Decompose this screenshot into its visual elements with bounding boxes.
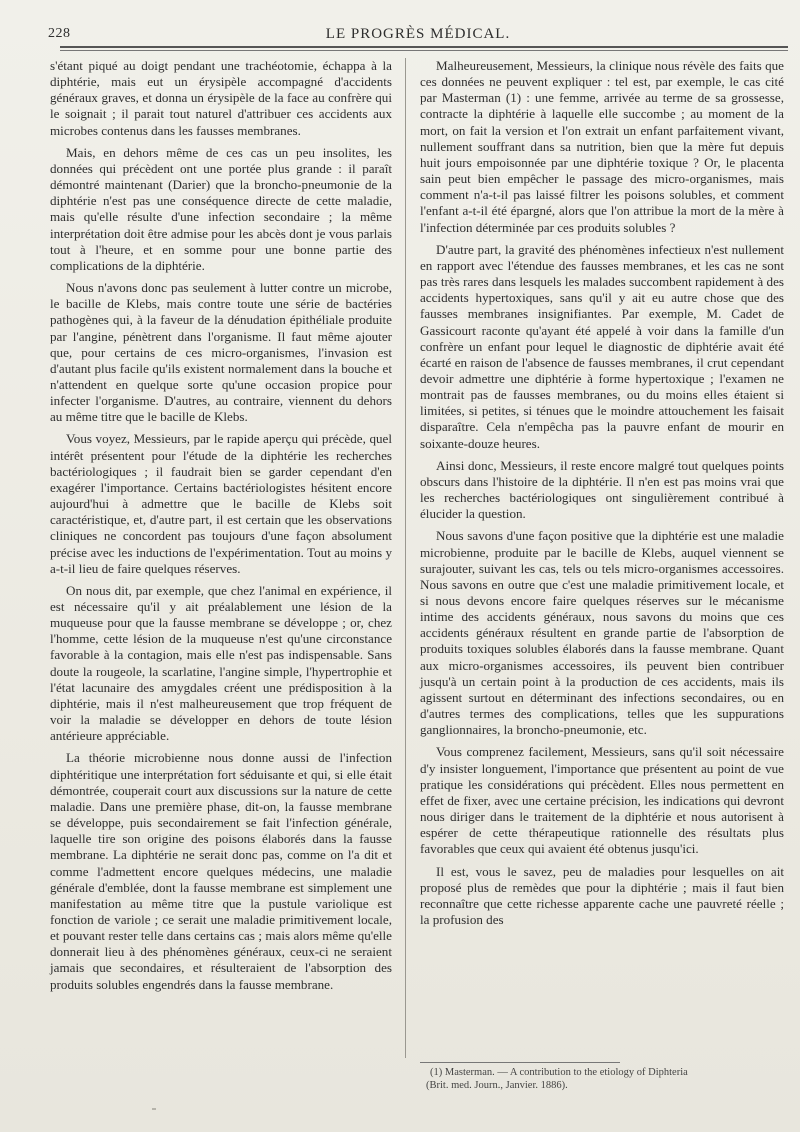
footnote-line: (1) Masterman. — A contribution to the etiology of Diphteria [430, 1067, 688, 1078]
paragraph: s'étant piqué au doigt pendant une trachéotomie, échappa à la diphtérie, mais eut un érysipèle accompagné d'accidents généraux graves, et donna un érysipèle de la face au confrère qui le soignait ; il parait tout naturel d'attribuer ces accidents aux microbes contenus dans les fausses membranes. [50, 58, 392, 138]
page-number: 228 [48, 26, 71, 41]
paragraph: Nous savons d'une façon positive que la diphtérie est une maladie microbienne, produite par le bacille de Klebs, auquel viennent se surajouter, suivant les cas, tels ou tels micro-organismes accessoires. Nous savons en outre que c'est une maladie primitivement locale, et si nous devons encore faire quelques réserves sur le mécanisme intime des accidents généraux, nous savons du moins que ces accidents généraux résultent en grande partie de l'absorption de produits toxiques solubles élaborés dans la fausse membrane. Quant aux micro-organismes accessoires, ils peuvent bien contribuer jusqu'à un certain point à la production de ces accidents, mais ils agissent surtout en déterminant des infections secondaires, ou en d'autres termes des complications, telles que les suppurations ganglionnaires, la broncho-pneumonie, etc. [420, 528, 784, 738]
footnote-line: (Brit. med. Journ., Janvier. 1886). [426, 1080, 568, 1091]
right-column [420, 58, 784, 934]
paragraph: Mais, en dehors même de ces cas un peu insolites, les données qui précèdent ont une portée plus grande : il paraît démontré maintenant (Darier) que la broncho-pneumonie de la diphtérie n'est pas une conséquence directe de cette maladie, mais qu'elle résulte d'une infection secondaire ; la même interprétation doit être admise pour les abcès dont je vous parlais tout à l'heure, et en somme pour une bonne partie des complications de la diphtérie. [50, 144, 392, 273]
footnote-rule [420, 1062, 620, 1063]
page-header [48, 26, 788, 44]
header-rule-thin [60, 50, 788, 51]
running-title: LE PROGRÈS MÉDICAL. [325, 26, 511, 42]
paragraph: Vous comprenez facilement, Messieurs, sans qu'il soit nécessaire d'y insister longuement, l'importance que présentent au point de vue pratique les considérations qui précèdent. Elles nous permettent en effet de fixer, avec une certaine précision, les indications qui devront nous diriger dans le traitement de la diphtérie et nous autorisent à espérer de cette thérapeutique rationnelle des résultats plus favorables que ceux qui avaient été obtenus jusqu'ici. [420, 744, 784, 857]
paragraph: La théorie microbienne nous donne aussi de l'infection diphtéritique une interprétation fort séduisante et qui, si elle était démontrée, couperait court aux discussions sur la nature de cette maladie. Dans une première phase, dit-on, la fausse membrane se développe, puis secondairement se fait l'infection générale, laquelle tire son origine des poisons élaborés dans la fausse membrane. La diphtérie ne serait donc pas, comme on l'a dit et comme l'admettent encore quelques médecins, une maladie générale d'emblée, dont la fausse membrane est simplement une manifestation au même titre que la pustule variolique est fonction de variole ; ce serait une maladie primitivement locale, et pouvant rester telle dans certains cas ; mais alors même qu'elle donnerait lieu à des phénomènes généraux, ceux-ci ne seraient jamais que secondaires, et résulteraient de l'absorption des produits solubles engendrés dans la fausse membrane. [50, 750, 392, 992]
paragraph: Vous voyez, Messieurs, par le rapide aperçu qui précède, quel intérêt présentent pour l'étude de la diphtérie les recherches bactériologiques ; il faudrait bien se garder cependant d'en exagérer l'importance. Certains bactériologistes hésitent encore aujourd'hui à admettre que le bacille de Klebs soit caractéristique, et, d'autre part, il est certain que les observations cliniques ne concordent pas toujours d'une façon absolument précise avec les inductions de l'expérimentation. Tout au moins y a-t-il lieu de faire quelques réserves. [50, 431, 392, 576]
paragraph: D'autre part, la gravité des phénomènes infectieux n'est nullement en rapport avec l'étendue des fausses membranes, et les cas ne sont pas très rares dans lesquels les malades succombent rapidement à des accidents hypertoxiques, sans qu'il y ait eu autre chose que des fausses membranes insignifiantes. Par exemple, M. Cadet de Gassicourt raconte qu'ayant été appelé à voir dans la famille d'un confrère un enfant pour lequel le diagnostic de diphtérie avait été écarté en raison de l'absence de fausses membranes, il crut cependant devoir admettre une diphtérie à forme hypertoxique ; l'examen ne montrait pas de fausses membranes, ou du moins elles étaient si limitées, si petites, si ténues que le moindre attouchement les faisait disparaître. Cela n'empêcha pas la pauvre enfant de mourir en soixante-douze heures. [420, 241, 784, 451]
footnote [420, 1066, 784, 1092]
paragraph: Malheureusement, Messieurs, la clinique nous révèle des faits que ces données ne peuvent expliquer : tel est, par exemple, le cas cité par Masterman (1) : une femme, arrivée au terme de sa grossesse, contracte la diphtérie à laquelle elle succombe ; au moment de la mort, on fait la version et l'on extrait un enfant parfaitement vivant, nullement souffrant dans sa nutrition, bien que la mère fut depuis huit jours empoisonnée par une diphtérie toxique ? Or, le placenta sain peut bien empêcher le passage des micro-organismes, mais comment n'a-t-il pas laissé filtrer les poisons solubles, et comment l'enfant a-t-il été épargné, alors que l'on attribue la mort de la mère à l'infection déterminée par ces produits solubles ? [420, 58, 784, 235]
paragraph: Ainsi donc, Messieurs, il reste encore malgré tout quelques points obscurs dans l'histoire de la diphtérie. Il n'en est pas moins vrai que les recherches bactériologiques ont singulièrement contribué à élucider la question. [420, 457, 784, 522]
column-divider [405, 58, 406, 1058]
header-rule [60, 46, 788, 48]
paragraph: Nous n'avons donc pas seulement à lutter contre un microbe, le bacille de Klebs, mais contre toute une série de bactéries pathogènes qui, à la faveur de la dénudation épithéliale produite par l'angine, pénètrent dans l'organisme. Il faut même ajouter que, pour certains de ces micro-organismes, l'invasion est d'autant plus facile qu'ils existent normalement dans la bouche et n'attendent en quelque sorte qu'une occasion propice pour infecter l'organisme. D'autres, au contraire, viennent du dehors au même titre que le bacille de Klebs. [50, 280, 392, 425]
paragraph: On nous dit, par exemple, que chez l'animal en expérience, il est nécessaire qu'il y ait préalablement une lésion de la muqueuse pour que la fausse membrane se développe ; or, chez l'homme, cette lésion de la muqueuse n'est qu'une circonstance favorable à la contagion, mais elle n'est pas indispensable. Sans doute la rougeole, la scarlatine, l'angine simple, l'hypertrophie et l'état lacunaire des amygdales créent une prédisposition à la diphtérie, mais il n'est malheureusement que trop fréquent de voir la maladie se développer en dehors de toute lésion antérieure appréciable. [50, 582, 392, 744]
paper-speck [152, 1108, 156, 1110]
left-column [50, 58, 392, 999]
paragraph: Il est, vous le savez, peu de maladies pour lesquelles on ait proposé plus de remèdes que pour la diphtérie ; mais il faut bien reconnaître que cette richesse apparente cache une pauvreté réelle ; la profusion des [420, 863, 784, 927]
